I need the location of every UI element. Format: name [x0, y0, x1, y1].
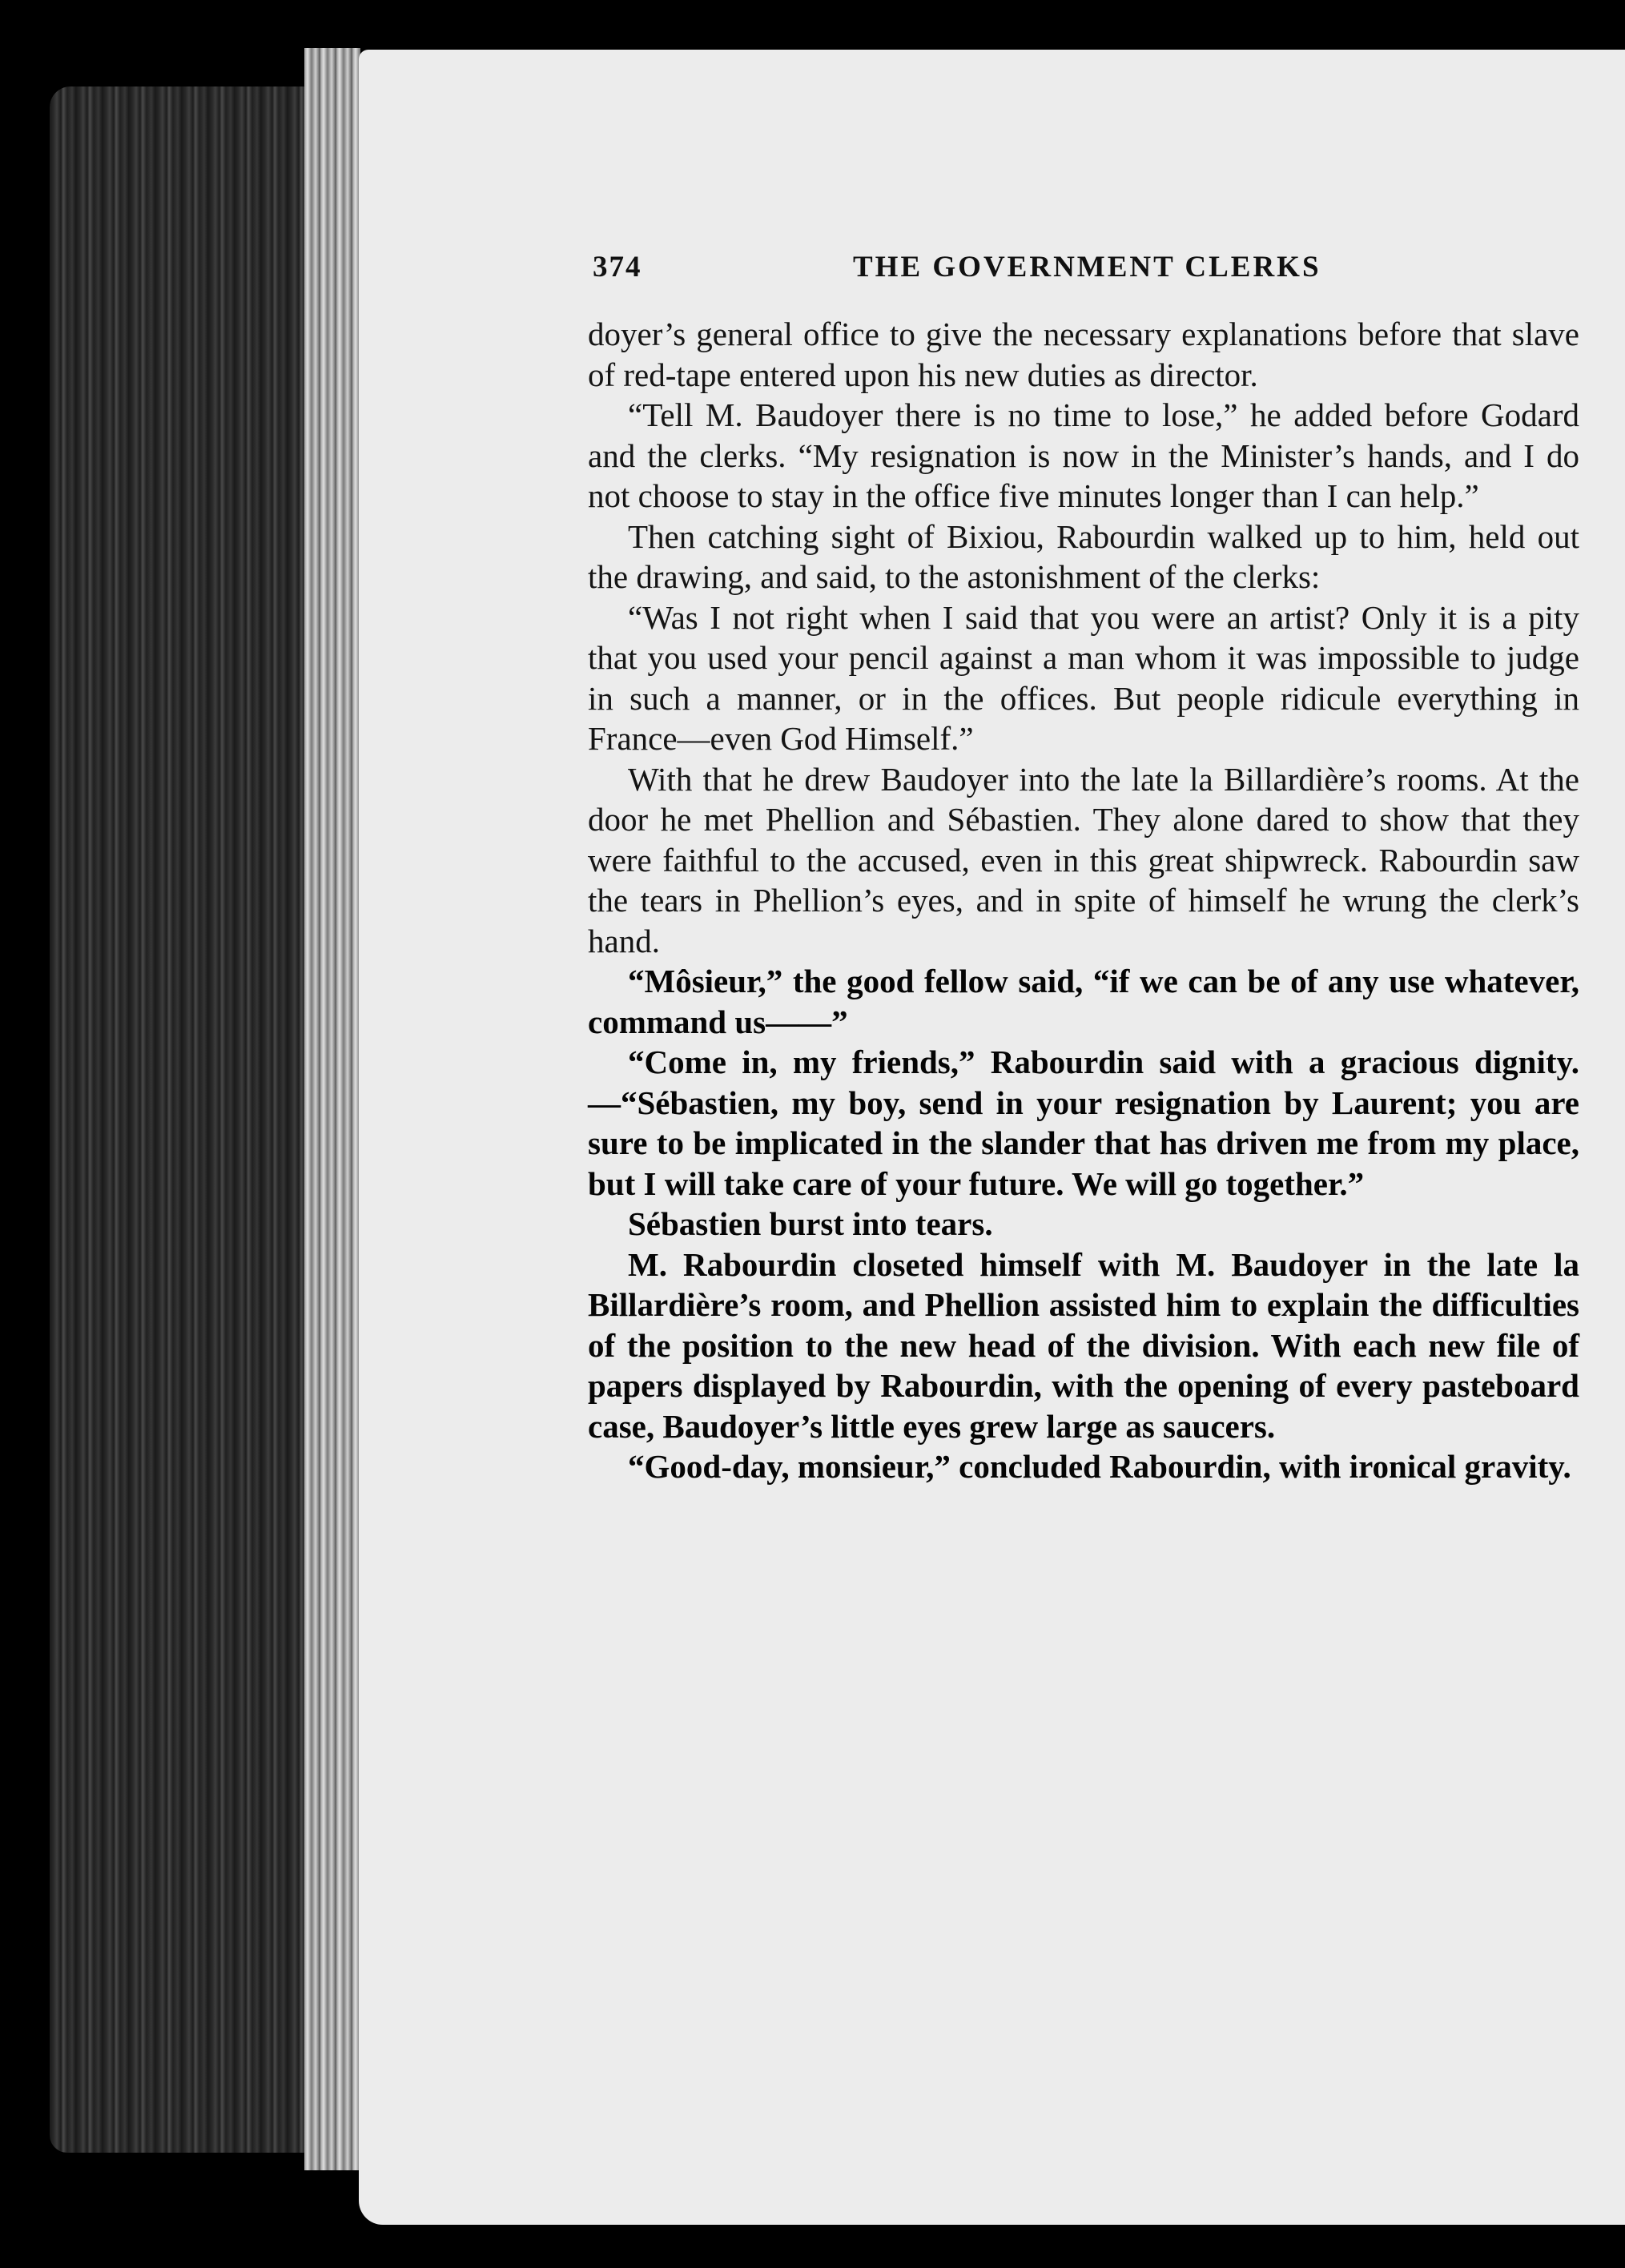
paragraph: M. Rabourdin closeted himself with M. Baudoyer in the late la Billardière’s room, and Phellion assisted him to explain the difficulties of the position to the new head of the division. With each new file of papers displayed by Rabourdin, with the opening of every pasteboard case, Baudoyer’s little eyes grew large as saucers.: [588, 1245, 1579, 1445]
paragraph: “Môsieur,” the good fellow said, “if we can be of any use whatever, command us——”: [588, 963, 1579, 1040]
paragraph: “Come in, my friends,” Rabourdin said with a gracious dignity.—“Sébastien, my boy, send in your resignation by Laurent; you are sure to be implicated in the slander that has driven me from my place, but I will take care of your future. We will go together.”: [588, 1044, 1579, 1202]
body-text: [588, 314, 1579, 1487]
page-edges: [304, 48, 360, 2170]
running-title: THE GOVERNMENT CLERKS: [853, 251, 1321, 284]
paragraph: “Tell M. Baudoyer there is no time to lose,” he added before Godard and the clerks. “My resignation is now in the Minister’s hands, and I do not choose to stay in the office five minutes longer than I can help.”: [588, 396, 1579, 514]
page-number: 374: [593, 251, 642, 284]
paragraph: “Good-day, monsieur,” concluded Rabourdin, with ironical gravity.: [628, 1448, 1571, 1485]
paragraph: Then catching sight of Bixiou, Rabourdin walked up to him, held out the drawing, and said, to the astonishment of the clerks:: [588, 517, 1579, 595]
paragraph: Sébastien burst into tears.: [628, 1205, 993, 1242]
running-head: [593, 250, 1362, 292]
paragraph: doyer’s general office to give the necessary explanations before that slave of red-tape entered upon his new duties as director.: [588, 316, 1579, 393]
paragraph: With that he drew Baudoyer into the late la Billardière’s rooms. At the door he met Phellion and Sébastien. They alone dared to show that they were faithful to the accused, even in this great shipwreck. Rabourdin saw the tears in Phellion’s eyes, and in spite of himself he wrung the clerk’s hand.: [588, 760, 1579, 959]
paragraph: “Was I not right when I said that you were an artist? Only it is a pity that you used your pencil against a man whom it was impossible to judge in such a manner, or in the offices. But people ridicule everything in France—even God Himself.”: [588, 598, 1579, 757]
